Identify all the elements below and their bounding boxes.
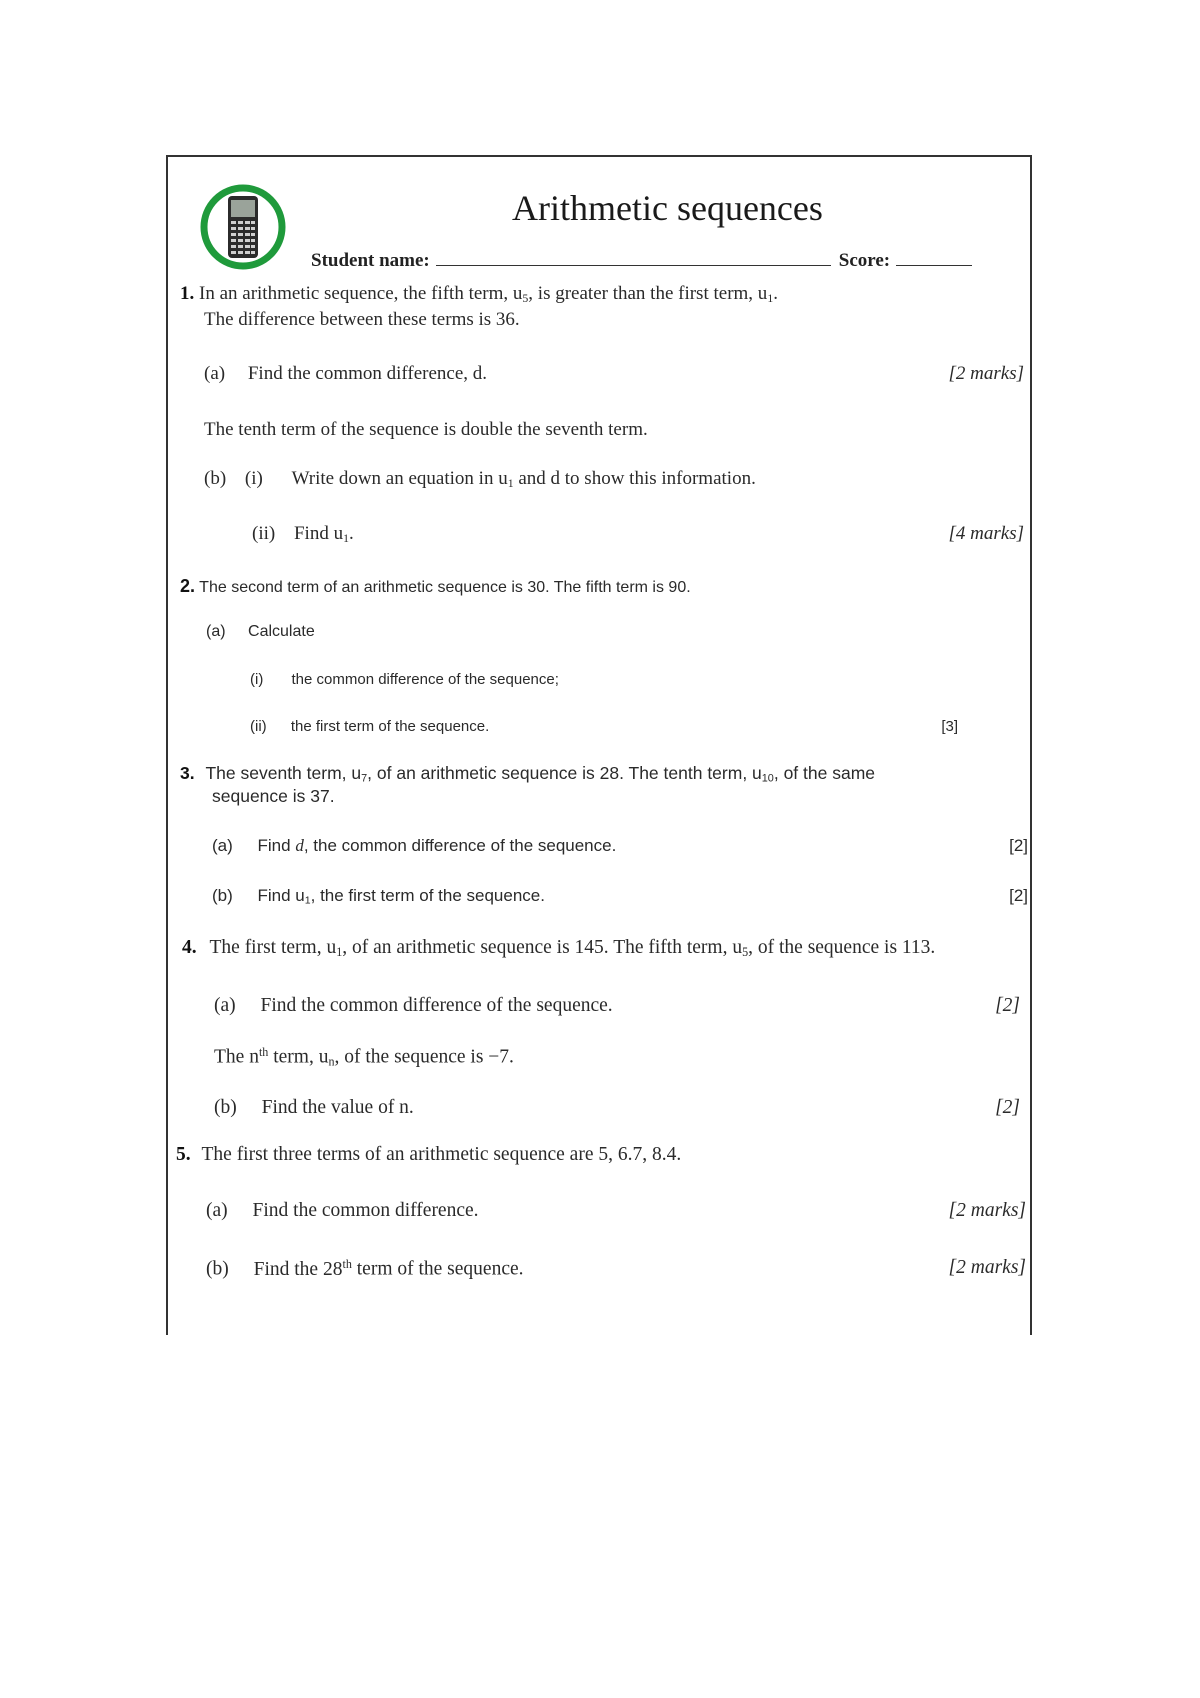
- q3-text-part: The seventh term, u: [205, 763, 362, 783]
- q4b-label: (b): [214, 1097, 237, 1118]
- q2a-label: (a): [206, 623, 226, 640]
- q1bi-sub: 1: [507, 476, 514, 490]
- q3b-text-pre: Find u: [257, 886, 305, 905]
- q2-number: 2.: [180, 576, 196, 596]
- q1bii-label: (ii): [252, 523, 276, 544]
- q4-info-sup: th: [258, 1045, 269, 1059]
- q1-line1: [180, 283, 778, 306]
- q4-info-text: , of the sequence is −7.: [334, 1046, 514, 1068]
- q1bii-text: Find u: [293, 523, 344, 544]
- q3-text-part: , of an arithmetic sequence is 28. The tenth term, u: [367, 763, 762, 783]
- q3a-text-post: , the common difference of the sequence.: [303, 836, 617, 855]
- q1bii-end: .: [348, 523, 354, 544]
- q1a-marks: [2 marks]: [948, 363, 1024, 384]
- q1-number: 1.: [180, 283, 195, 304]
- q2aii: [250, 718, 489, 735]
- q3b: [212, 886, 545, 907]
- q2aii-text: the first term of the sequence.: [290, 718, 490, 735]
- q3b-text-post: , the first term of the sequence.: [310, 886, 545, 905]
- q3-number: 3.: [180, 763, 195, 783]
- q5b-text-pre: Find the 28: [253, 1258, 343, 1280]
- q1bii: [252, 523, 354, 546]
- q3a-text-pre: Find: [257, 836, 291, 855]
- q4a-label: (a): [214, 995, 236, 1016]
- q1a-label: (a): [204, 363, 226, 384]
- q3a: [212, 836, 616, 856]
- q5-text: The first three terms of an arithmetic sequence are 5, 6.7, 8.4.: [201, 1144, 682, 1165]
- q5b: [206, 1257, 524, 1281]
- q2aii-label: (ii): [250, 718, 267, 735]
- q4-info-sub: n: [328, 1054, 335, 1069]
- q2ai-label: (i): [250, 671, 264, 688]
- q4b-text: Find the value of n.: [261, 1097, 414, 1118]
- q4-number: 4.: [182, 937, 197, 958]
- q4-sub: 5: [742, 945, 749, 960]
- q3a-marks: [2]: [1009, 836, 1028, 855]
- q4-info-text: term, u: [268, 1046, 329, 1068]
- q1bi: [204, 468, 756, 491]
- graphing-calculator-icon: [200, 184, 286, 270]
- q5b-sup: th: [342, 1257, 352, 1271]
- q3-text-part: , of the same: [773, 763, 876, 783]
- q1b-marks: [4 marks]: [948, 523, 1024, 544]
- q5-line: [176, 1144, 681, 1166]
- q4-text-part: , of the sequence is 113.: [748, 937, 936, 958]
- q1b-label: (b): [204, 468, 227, 489]
- q3-line1: [180, 763, 875, 785]
- q1-text-part: .: [773, 283, 778, 304]
- q1-sub: 1: [767, 291, 774, 305]
- q4-sub: 1: [336, 945, 343, 960]
- student-info-row: [311, 247, 972, 272]
- q2ai-text: the common difference of the sequence;: [291, 671, 559, 688]
- q4b-marks: [2]: [995, 1097, 1020, 1118]
- q2a: [206, 623, 315, 641]
- page-title: Arithmetic sequences: [512, 188, 823, 228]
- q1-text-part: , is greater than the first term, u: [528, 283, 768, 304]
- q4a-text: Find the common difference of the sequence.: [260, 995, 613, 1016]
- q1a-text: Find the common difference, d.: [247, 363, 488, 384]
- q4a: [214, 995, 613, 1017]
- q3b-sub: 1: [304, 894, 311, 907]
- q1a: [204, 363, 487, 385]
- q1-info: The tenth term of the sequence is double the seventh term.: [204, 419, 648, 440]
- q1-line2: The difference between these terms is 36.: [204, 309, 520, 330]
- q4b: [214, 1097, 414, 1119]
- q5a-marks: [2 marks]: [948, 1200, 1026, 1221]
- q2-marks: [3]: [941, 718, 958, 735]
- q2-line: [180, 576, 691, 597]
- q3-sub: 7: [361, 772, 368, 785]
- score-field[interactable]: [896, 247, 972, 266]
- q1bi-text: Write down an equation in u: [291, 468, 508, 489]
- student-name-label: Student name:: [311, 250, 430, 271]
- q5a-text: Find the common difference.: [252, 1200, 479, 1221]
- q2-text: The second term of an arithmetic sequence is 30. The fifth term is 90.: [199, 579, 691, 596]
- q5-number: 5.: [176, 1144, 191, 1165]
- q3a-var: d: [295, 836, 304, 855]
- q3b-marks: [2]: [1009, 886, 1028, 905]
- q1-text-part: In an arithmetic sequence, the fifth term, u: [199, 283, 523, 304]
- worksheet-frame: [166, 155, 1032, 1335]
- q1-sub: 5: [522, 291, 529, 305]
- q3a-label: (a): [212, 836, 233, 855]
- q5a-label: (a): [206, 1200, 228, 1221]
- q5a: [206, 1200, 479, 1222]
- q4-text-part: The first term, u: [209, 937, 337, 958]
- q4-info: [214, 1045, 514, 1070]
- q4-text-part: , of an arithmetic sequence is 145. The fifth term, u: [342, 937, 743, 958]
- q1bi-text-post: and d to show this information.: [518, 468, 756, 489]
- q4-info-text: The n: [214, 1046, 259, 1068]
- q3b-label: (b): [212, 886, 233, 905]
- q1bi-label: (i): [244, 468, 263, 489]
- q4a-marks: [2]: [995, 995, 1020, 1016]
- q4-line: [182, 937, 935, 960]
- student-name-field[interactable]: [436, 247, 831, 266]
- q3-sub: 10: [761, 772, 774, 785]
- q2ai: [250, 671, 559, 688]
- q5b-label: (b): [206, 1258, 229, 1280]
- score-label: Score:: [838, 250, 891, 271]
- q5b-text-post: term of the sequence.: [351, 1258, 524, 1280]
- q3-line2: sequence is 37.: [212, 786, 335, 806]
- q5b-marks: [2 marks]: [948, 1257, 1026, 1278]
- q2a-text: Calculate: [248, 623, 315, 640]
- q1bii-sub: 1: [343, 531, 349, 545]
